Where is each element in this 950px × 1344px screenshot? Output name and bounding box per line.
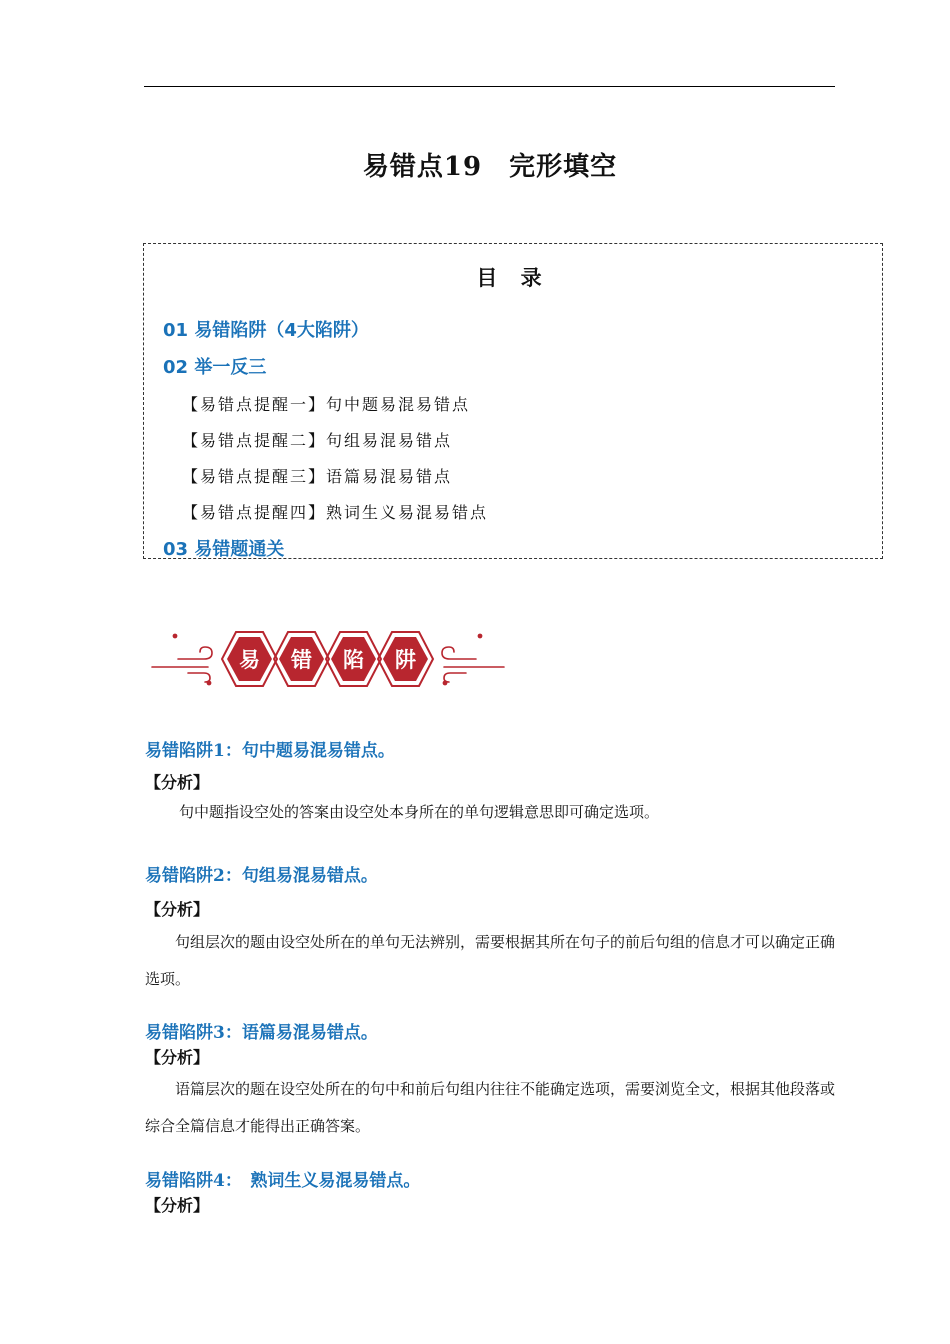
trap-paragraph-2: 句组层次的题由设空处所在的单句无法辨别，需要根据其所在句子的前后句组的信息才可以确定正确选项。: [145, 933, 836, 988]
banner-char: 陷: [343, 648, 364, 672]
page-title: 易错点19 完形填空: [362, 152, 618, 182]
banner-dot-icon: [443, 681, 448, 686]
trap-paragraph-1: 句中题指设空处的答案由设空处本身所在的单句逻辑意思即可确定选项。: [179, 803, 660, 821]
trap-paragraph-3: 语篇层次的题在设空处所在的句中和前后句组内往往不能确定选项，需要浏览全文，根据其他段落或综合全篇信息才能得出正确答案。: [145, 1080, 836, 1135]
trap-heading-1: 易错陷阱1：句中题易混易错点。: [145, 741, 395, 761]
toc-reminder-2[interactable]: 【易错点提醒二】句组易混易错点: [182, 431, 453, 450]
toc-title: 目 录: [476, 266, 550, 290]
banner-dot-icon: [173, 634, 178, 639]
trap-heading-3: 易错陷阱3：语篇易混易错点。: [145, 1023, 378, 1043]
toc-section-traps[interactable]: 01 易错陷阱（4大陷阱）: [163, 320, 369, 341]
banner-char: 易: [239, 648, 260, 672]
banner-right-swirl-icon: [442, 647, 504, 682]
banner-dot-icon: [207, 681, 212, 686]
trap-heading-4: 易错陷阱4： 熟词生义易混易错点。: [145, 1171, 421, 1191]
header-rule: [144, 86, 835, 87]
analysis-label-3: 【分析】: [145, 1048, 210, 1067]
trap-banner: [148, 626, 508, 692]
toc-reminder-4[interactable]: 【易错点提醒四】熟词生义易混易错点: [182, 503, 489, 522]
analysis-label-4: 【分析】: [145, 1196, 210, 1215]
banner-dot-icon: [478, 634, 483, 639]
toc-section-practice[interactable]: 03 易错题通关: [163, 539, 285, 560]
trap-heading-2: 易错陷阱2：句组易混易错点。: [145, 866, 378, 886]
toc-reminder-1[interactable]: 【易错点提醒一】句中题易混易错点: [182, 395, 471, 414]
banner-char: 错: [291, 648, 312, 672]
analysis-label-1: 【分析】: [145, 773, 210, 792]
table-of-contents: [143, 243, 883, 559]
toc-section-examples[interactable]: 02 举一反三: [163, 357, 267, 378]
toc-reminder-3[interactable]: 【易错点提醒三】语篇易混易错点: [182, 467, 453, 486]
banner-char: 阱: [395, 648, 416, 672]
banner-left-swirl-icon: [152, 647, 212, 682]
analysis-label-2: 【分析】: [145, 900, 210, 919]
